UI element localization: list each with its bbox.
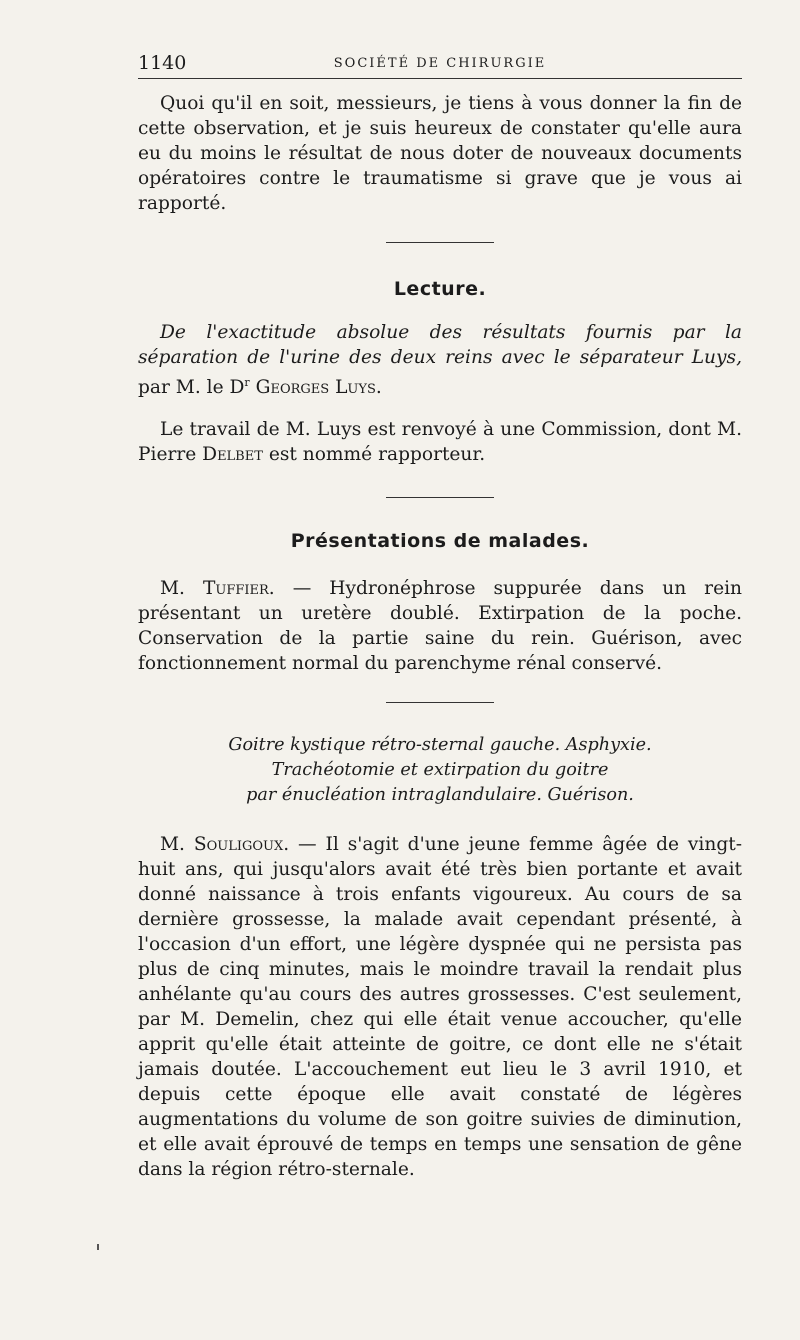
case2-paragraph [138, 832, 742, 1182]
lecture-author-name: Georges Luys [255, 377, 376, 399]
page [138, 48, 742, 1182]
lecture-decision-end: est nommé rapporteur. [262, 444, 486, 466]
case1-paragraph [138, 576, 742, 676]
case2-title-line: par énucléation intraglandulaire. Guérison. [246, 785, 634, 806]
lecture-heading: Lecture. [393, 278, 487, 300]
lecture-author-prefix: par M. le D [138, 377, 245, 399]
lecture-author-end: . [375, 377, 382, 399]
case2-text: . — Il s'agit d'une jeune femme âgée de vingt-huit ans, qui jusqu'alors avait été très bien portante et avait donné naissance à trois enfants vigoureux. Au cours de sa dernière grossesse, la malade avait cependant présenté, à l'occasion d'un effort, une légère dyspnée qui ne persista pas plus de cinq minutes, mais le moindre travail la rendait plus anhélante qu'au cours des autres grossesses. C'est seulement, par M. Demelin, chez qui elle était venue accoucher, qu'elle apprit qu'elle était atteinte de goitre, ce dont elle ne s'était jamais doutée. L'accouchement eut lieu le 3 avril 1910, et depuis cette époque elle avait constaté de légères augmentations du volume de son goitre suivies de diminution, et elle avait éprouvé de temps en temps une sensation de gêne dans la région rétro-sternale. [138, 834, 742, 1181]
section-divider [386, 497, 494, 498]
running-head [138, 48, 742, 79]
lecture-title: De l'exactitude absolue des résultats fournis par la séparation de l'urine des deux reins avec le séparateur Luys, [138, 322, 742, 368]
page-number: 1140 [138, 52, 187, 74]
case1-prefix: M. [160, 578, 203, 600]
lecture-decision-start: Le travail de M. Luys est renvoyé à une Commission, dont M. Pierre [138, 419, 742, 466]
case1-text: . — Hydronéphrose suppurée dans un rein présentant un uretère doublé. Extirpation de la poche. Conservation de la partie saine du rein. Guérison, avec fonctionnement normal du parenchyme rénal conservé. [138, 578, 742, 675]
lecture-citation [138, 320, 742, 400]
intro-paragraph: Quoi qu'il en soit, messieurs, je tiens à vous donner la fin de cette observation, et je suis heureux de constater qu'elle aura eu du moins le résultat de nous doter de nouveaux documents opératoires contre le traumatisme si grave que je vous ai rapporté. [138, 93, 742, 214]
case2-title-line: Trachéotomie et extirpation du goitre [271, 760, 609, 781]
lecture-author-sup: r [244, 376, 250, 389]
presentations-heading: Présentations de malades. [290, 530, 590, 553]
ink-mark [97, 1244, 99, 1250]
section-divider [386, 242, 494, 243]
running-title: SOCIÉTÉ DE CHIRURGIE [333, 56, 547, 71]
case2-title [138, 733, 742, 808]
case2-title-line: Goitre kystique rétro-sternal gauche. Asphyxie. [228, 735, 652, 756]
lecture-decision [138, 417, 742, 467]
section-divider [386, 702, 494, 703]
case1-name: Tuffier [202, 578, 269, 600]
case2-name: Souligoux [193, 834, 284, 856]
lecture-decision-name: Delbet [202, 444, 263, 466]
case2-prefix: M. [160, 834, 194, 856]
